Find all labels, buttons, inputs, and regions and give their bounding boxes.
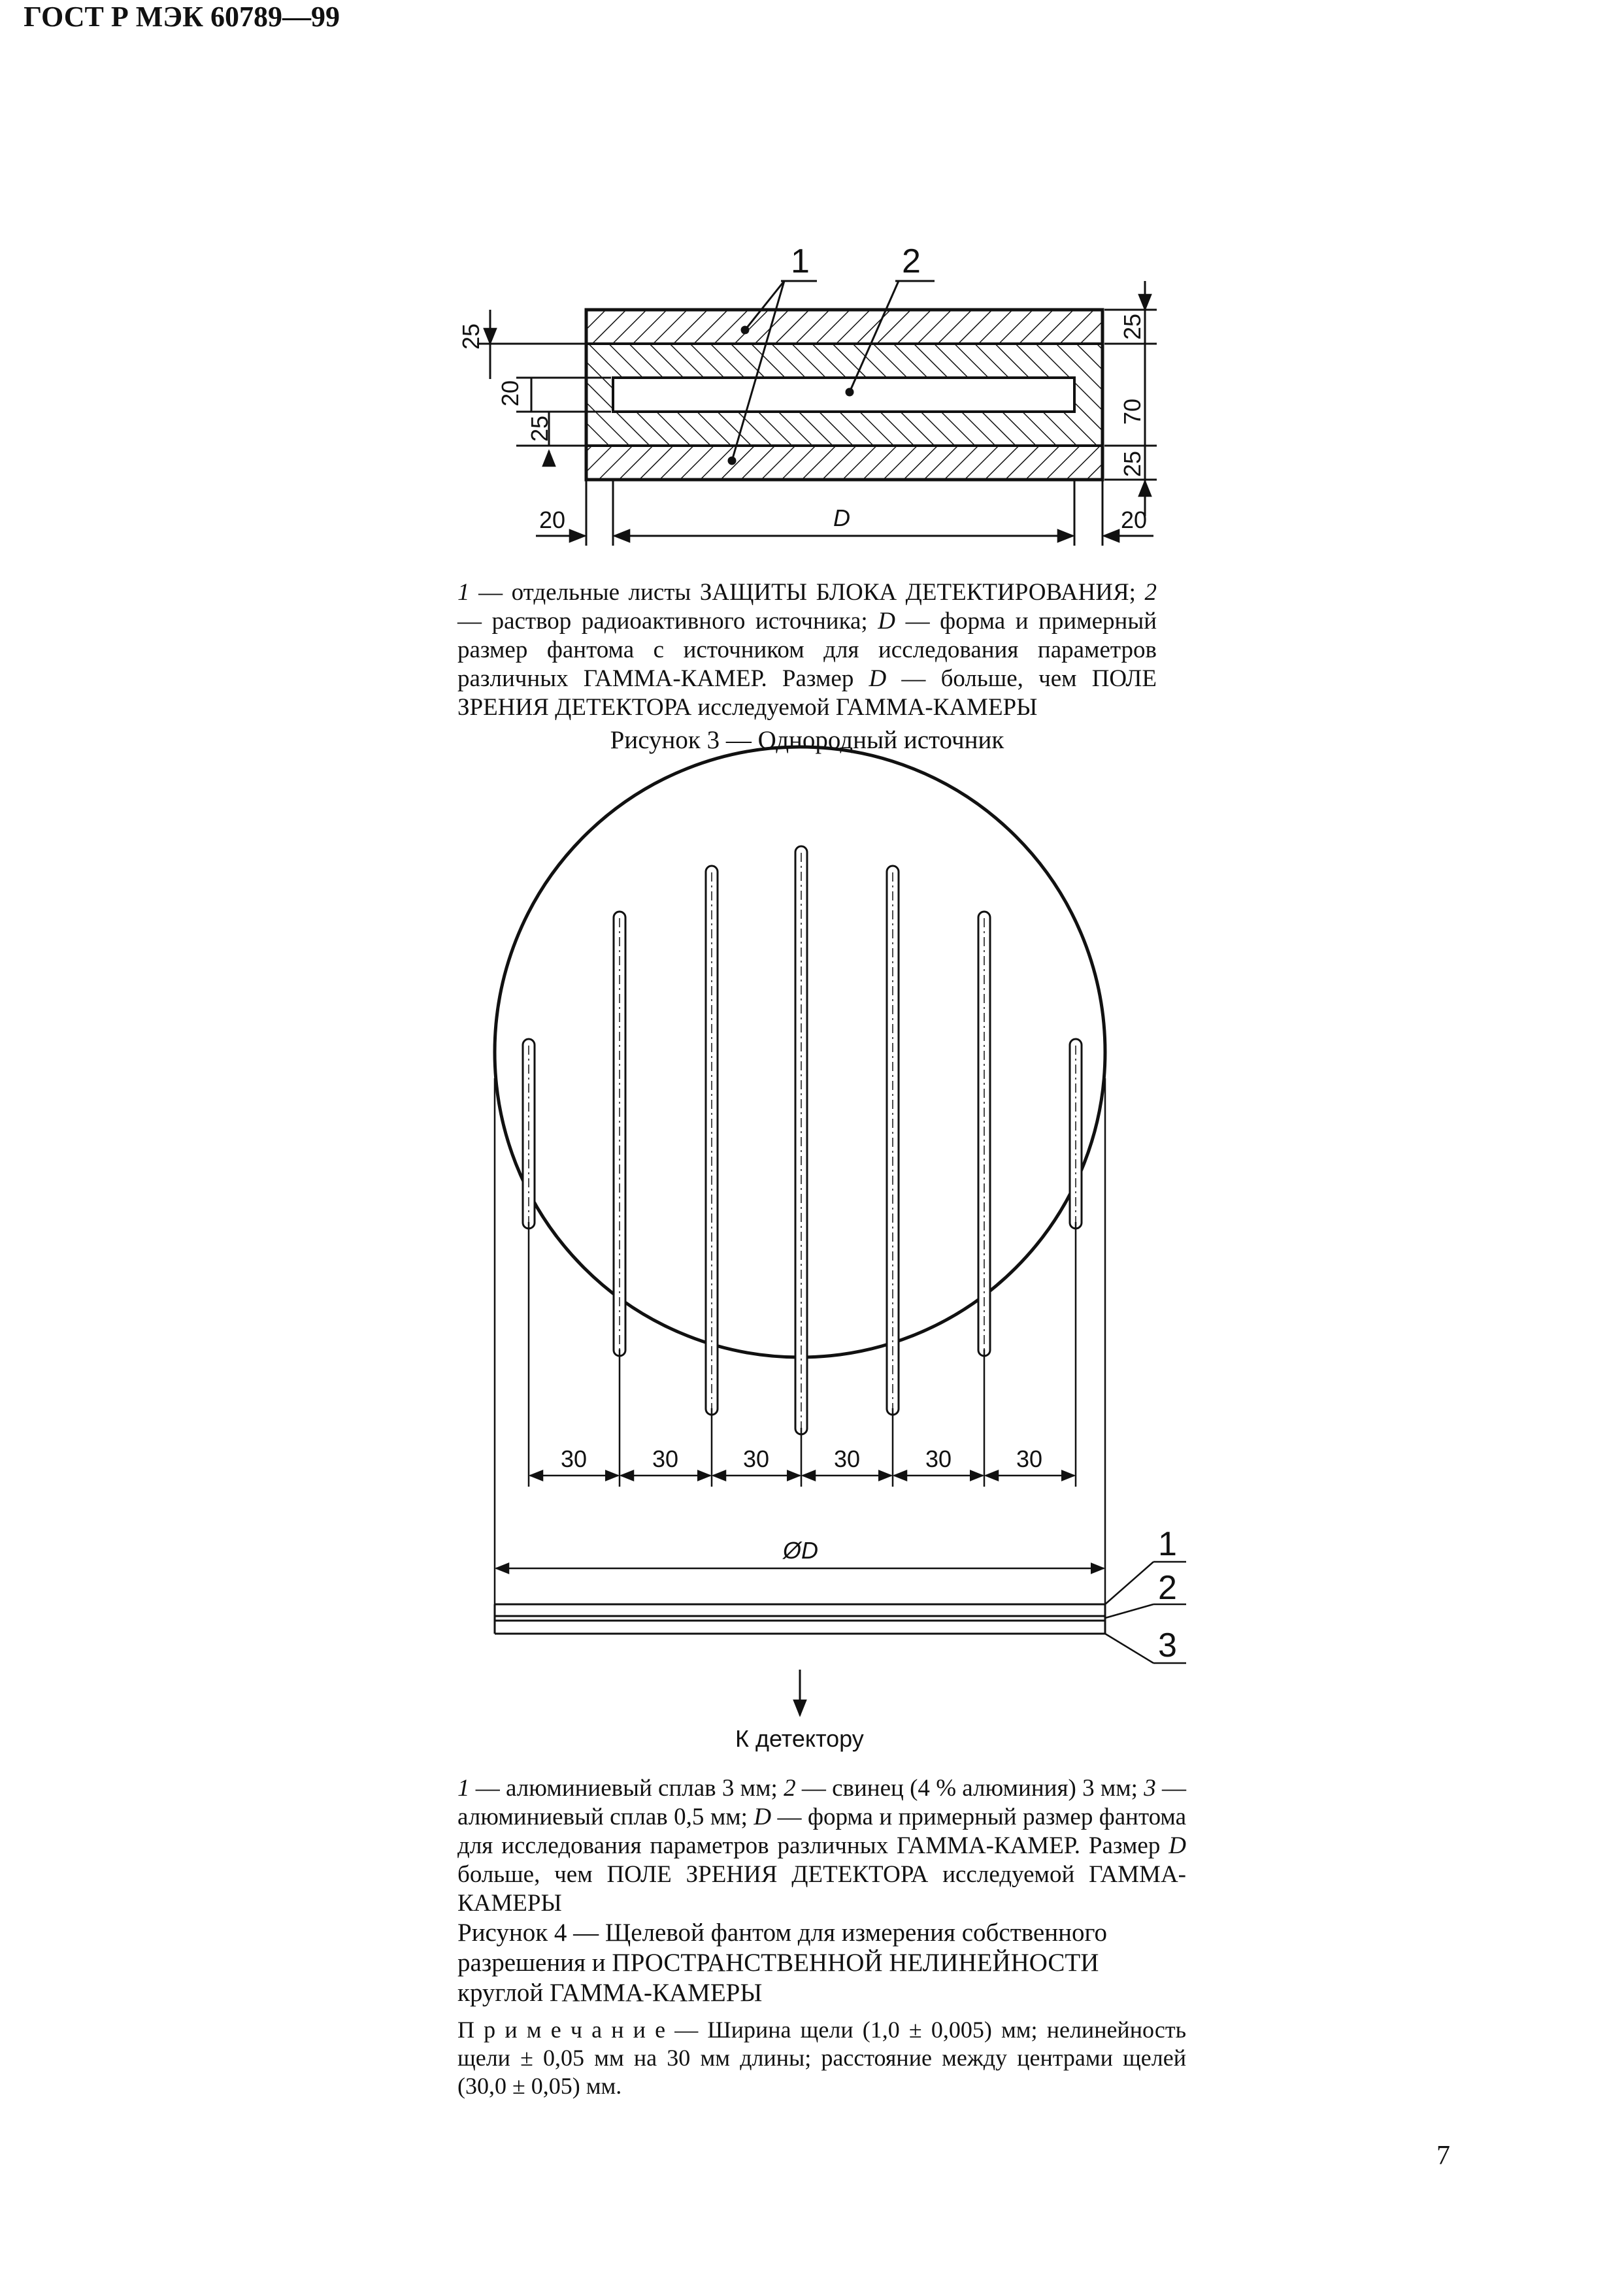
layer-callout-1: 1: [1158, 1525, 1177, 1563]
spacing-label: 30: [834, 1445, 861, 1472]
note-text: — Ширина щели (1,0 ± 0,005) мм; нелинейность щели ± 0,05 мм на 30 мм длины; расстояние между центрами щелей (30,0 ± 0,05) мм.: [457, 2017, 1186, 2099]
legend-key: 2: [1144, 579, 1157, 606]
figure-4-legend: [457, 1774, 1186, 1918]
figure-4-title: Рисунок 4 — Щелевой фантом для измерения собственного разрешения и ПРОСТРАНСТВЕННОЙ НЕЛИНЕЙНОСТИ круглой ГАММА-КАМЕРЫ: [457, 1919, 1108, 2007]
legend-text: — форма и примерный размер фантома с источником для исследования параметров различных ГАММА-КАМЕР. Размер: [457, 608, 1157, 692]
legend-key: 1: [457, 1775, 470, 1802]
figure-4-note: [457, 2016, 1186, 2100]
legend-text: — алюминиевый сплав 3 мм;: [469, 1775, 784, 1802]
dim-left-25-top: 25: [457, 323, 484, 350]
dim-right-25-top: 25: [1119, 313, 1146, 340]
legend-text: — больше, чем ПОЛЕ ЗРЕНИЯ ДЕТЕКТОРА исследуемой ГАММА-КАМЕРЫ: [457, 665, 1157, 721]
page-number: 7: [1436, 2141, 1450, 2171]
spacing-label: 30: [743, 1445, 770, 1472]
spacing-label: 30: [925, 1445, 952, 1472]
legend-key: 3: [1144, 1775, 1156, 1802]
legend-text: больше, чем ПОЛЕ ЗРЕНИЯ ДЕТЕКТОРА исследуемой ГАММА-КАМЕРЫ: [457, 1861, 1186, 1917]
layered-plate: [495, 1604, 1105, 1634]
layer-callout-3: 3: [1158, 1626, 1177, 1664]
legend-key: D: [754, 1804, 772, 1830]
legend-text: — алюминиевый сплав 0,5 мм;: [457, 1775, 1187, 1830]
legend-key: 2: [784, 1775, 796, 1802]
figure-3-title: Рисунок 3 — Однородный источник: [610, 726, 1004, 754]
legend-text: — отдельные листы ЗАЩИТЫ БЛОКА ДЕТЕКТИРОВАНИЯ;: [469, 579, 1136, 606]
spacing-label: 30: [1016, 1445, 1043, 1472]
dim-left-25-bottom: 25: [526, 415, 553, 442]
dim-right-25-bottom: 25: [1119, 450, 1146, 477]
dim-right-70: 70: [1119, 398, 1146, 425]
dim-bottom-D: D: [833, 504, 850, 531]
dim-bottom-20-right: 20: [1121, 506, 1148, 533]
dim-left-20: 20: [497, 380, 523, 406]
note-label: П р и м е ч а н и е: [457, 2017, 666, 2043]
slits: [523, 846, 1082, 1434]
legend-text: — раствор радиоактивного источника;: [457, 608, 878, 635]
legend-text: — свинец (4 % алюминия) 3 мм;: [795, 1775, 1144, 1802]
standard-header: ГОСТ Р МЭК 60789—99: [24, 1, 340, 33]
legend-text: — форма и примерный размер фантома для исследования параметров различных ГАММА-КАМЕР. Размер: [457, 1804, 1186, 1859]
dim-bottom-20-left: 20: [539, 506, 566, 533]
legend-key: D: [869, 665, 887, 692]
diameter-label: ØD: [783, 1537, 818, 1564]
spacing-label: 30: [561, 1445, 588, 1472]
legend-key: D: [1168, 1832, 1186, 1859]
layer-callout-2: 2: [1158, 1569, 1177, 1607]
legend-key: D: [878, 608, 895, 635]
spacing-label: 30: [652, 1445, 679, 1472]
callout-2: 2: [902, 242, 921, 280]
legend-key: 1: [457, 579, 470, 606]
callout-1: 1: [791, 242, 810, 280]
to-detector-label: К детектору: [735, 1725, 864, 1752]
